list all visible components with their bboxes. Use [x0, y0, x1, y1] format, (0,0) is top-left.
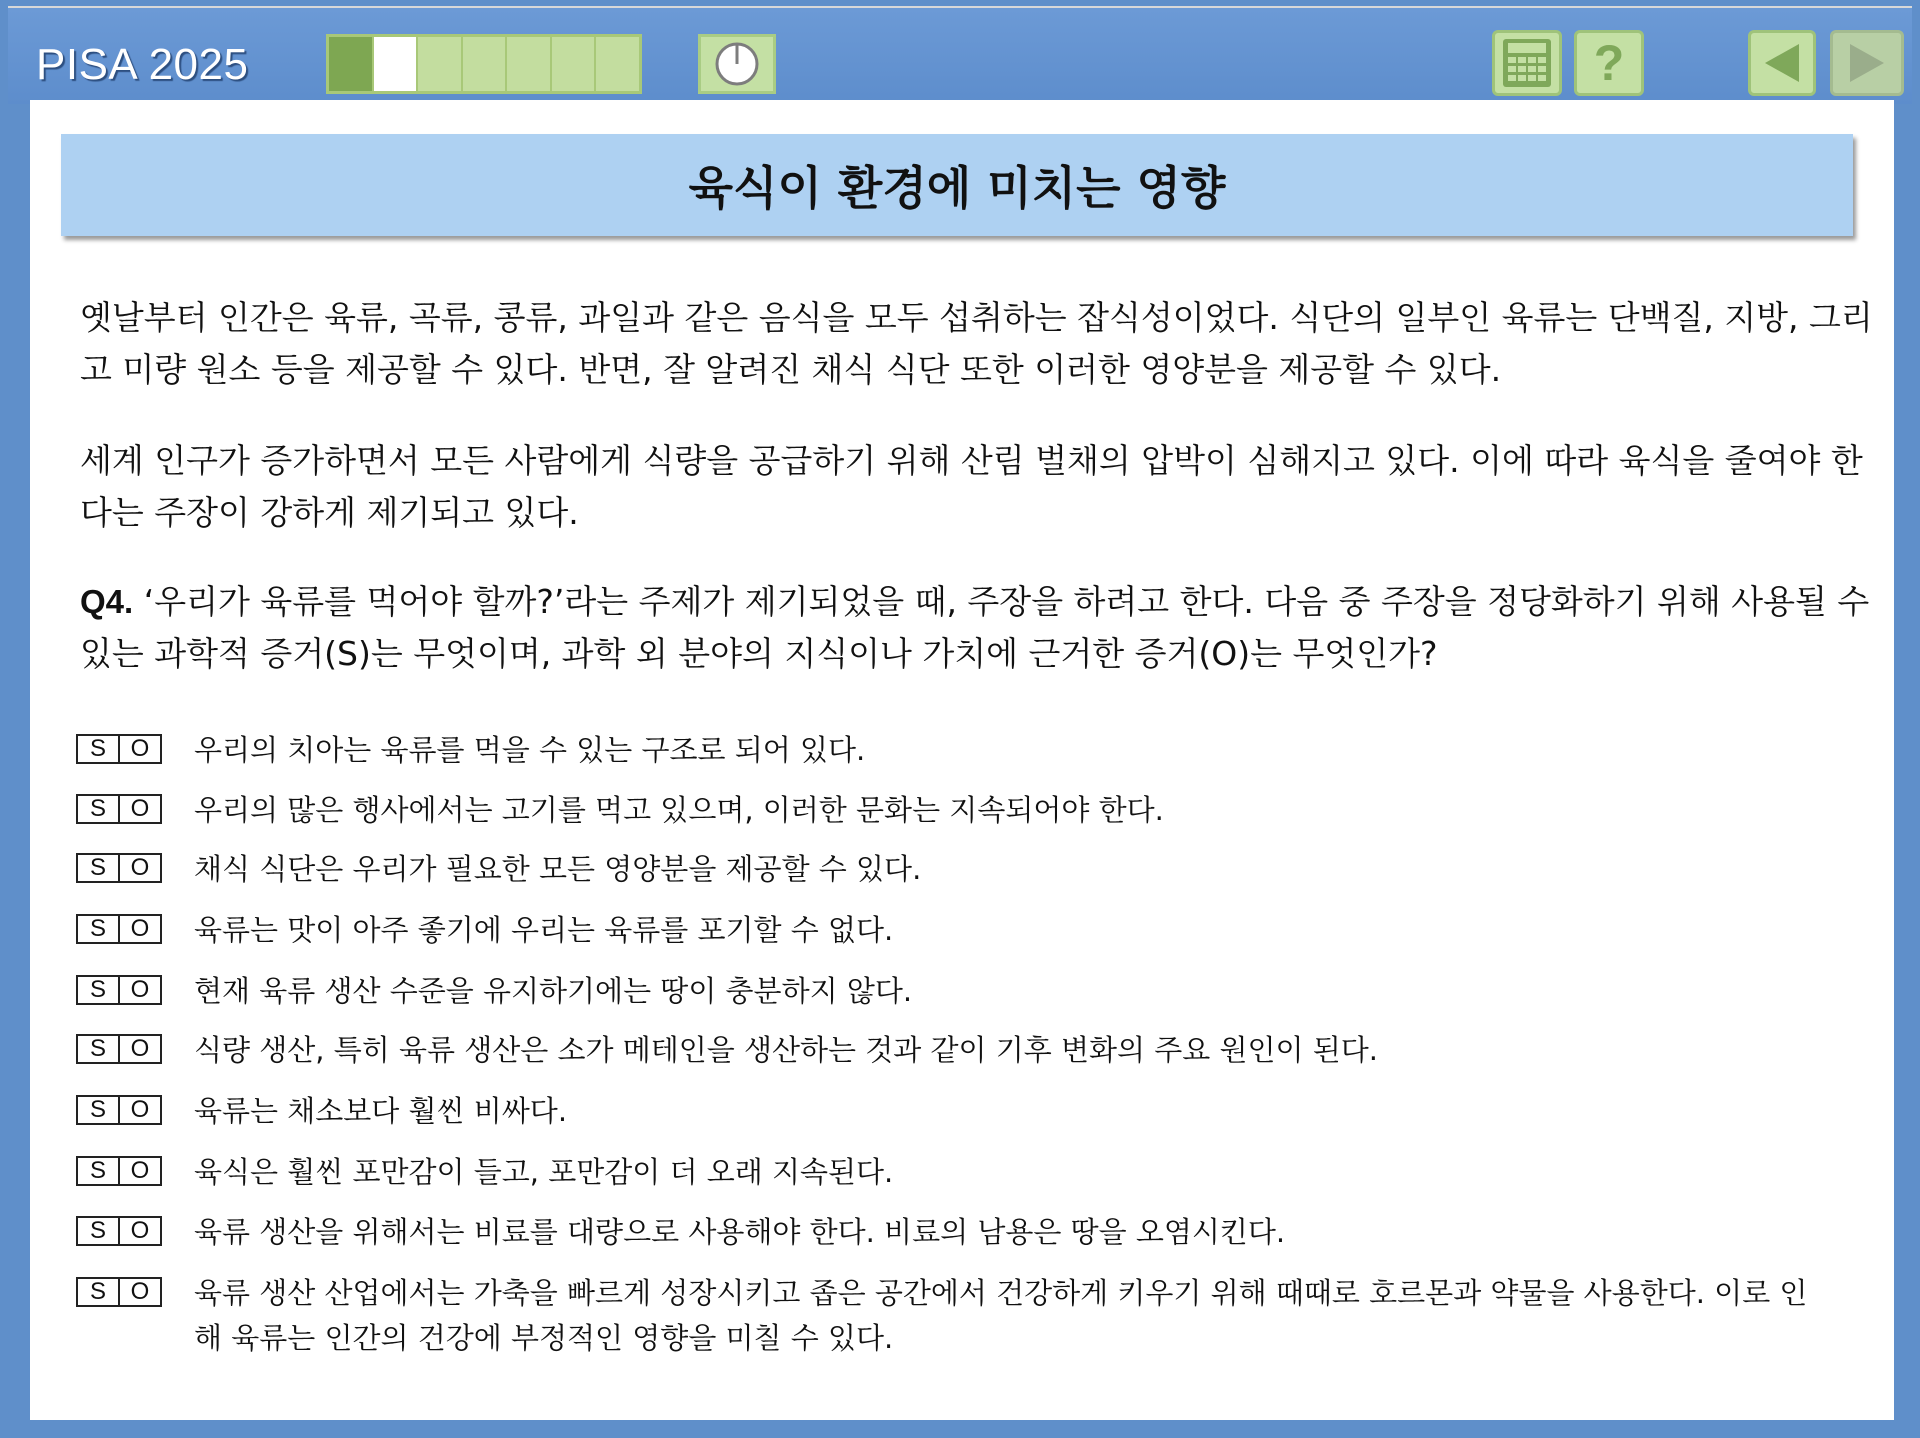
page-title: 육식이 환경에 미치는 영향	[688, 161, 1226, 215]
statement-text: 육류는 채소보다 훨씬 비싸다.	[194, 1094, 568, 1128]
progress-segment	[507, 37, 552, 91]
question-prompt	[80, 576, 1880, 680]
s-option[interactable]: S	[78, 1158, 120, 1184]
progress-segment	[596, 37, 639, 91]
app-title: PISA 2025	[36, 40, 249, 89]
s-option[interactable]: S	[78, 736, 120, 762]
so-selector	[76, 1095, 162, 1125]
o-option[interactable]: O	[130, 1096, 150, 1123]
question-label: Q4.	[80, 583, 134, 620]
so-selector	[76, 853, 162, 883]
progress-segment	[418, 37, 463, 91]
so-selector	[76, 1034, 162, 1064]
o-option[interactable]: O	[130, 1157, 150, 1184]
o-option[interactable]: O	[130, 1035, 150, 1062]
list-item	[76, 969, 1834, 1014]
o-option[interactable]: O	[130, 1278, 150, 1305]
list-item	[76, 1028, 1834, 1073]
back-arrow-icon	[1759, 40, 1805, 86]
list-item	[76, 1271, 1834, 1361]
progress-segment-current	[374, 37, 419, 91]
list-item	[76, 1089, 1834, 1134]
so-selector	[76, 1216, 162, 1246]
so-selector	[76, 1156, 162, 1186]
so-selector	[76, 794, 162, 824]
statement-text: 현재 육류 생산 수준을 유지하기에는 땅이 충분하지 않다.	[194, 974, 913, 1008]
s-option[interactable]: S	[78, 977, 120, 1003]
list-item	[76, 847, 1834, 892]
statement-text: 우리의 많은 행사에서는 고기를 먹고 있으며, 이러한 문화는 지속되어야 한다.	[194, 793, 1164, 827]
next-button[interactable]	[1830, 30, 1904, 96]
s-option[interactable]: S	[78, 796, 120, 822]
list-item	[76, 788, 1834, 833]
timer-button[interactable]	[698, 34, 776, 94]
statement-text: 육류는 맛이 아주 좋기에 우리는 육류를 포기할 수 없다.	[194, 913, 894, 947]
progress-segment	[552, 37, 597, 91]
help-button[interactable]	[1574, 30, 1644, 96]
next-arrow-icon	[1844, 40, 1890, 86]
o-option[interactable]: O	[130, 735, 150, 762]
statement-text: 채식 식단은 우리가 필요한 모든 영양분을 제공할 수 있다.	[194, 852, 922, 886]
s-option[interactable]: S	[78, 1279, 120, 1305]
progress-segment	[329, 37, 374, 91]
statement-text: 식량 생산, 특히 육류 생산은 소가 메테인을 생산하는 것과 같이 기후 변화의 주요 원인이 된다.	[194, 1033, 1379, 1067]
list-item	[76, 908, 1834, 953]
o-option[interactable]: O	[130, 795, 150, 822]
statement-text: 육식은 훨씬 포만감이 들고, 포만감이 더 오래 지속된다.	[194, 1155, 894, 1189]
calculator-button[interactable]	[1492, 30, 1562, 96]
s-option[interactable]: S	[78, 855, 120, 881]
help-icon: ?	[1593, 35, 1625, 91]
statement-text: 육류 생산을 위해서는 비료를 대량으로 사용해야 한다. 비료의 남용은 땅을 오염시킨다.	[194, 1215, 1286, 1249]
list-item	[76, 1150, 1834, 1195]
list-item	[76, 1210, 1834, 1255]
so-selector	[76, 734, 162, 764]
question-panel	[30, 100, 1894, 1420]
statement-text: 우리의 치아는 육류를 먹을 수 있는 구조로 되어 있다.	[194, 733, 866, 767]
statement-text: 육류 생산 산업에서는 가축을 빠르게 성장시키고 좁은 공간에서 건강하게 키우기 위해 때때로 호르몬과 약물을 사용한다. 이로 인해 육류는 인간의 건강에 부정적인 영향을 미칠 수 있다.	[194, 1276, 1808, 1355]
stimulus-paragraph-1: 옛날부터 인간은 육류, 곡류, 콩류, 과일과 같은 음식을 모두 섭취하는 잡식성이었다. 식단의 일부인 육류는 단백질, 지방, 그리고 미량 원소 등을 제공할 수 있다. 반면, 잘 알려진 채식 식단 또한 이러한 영양분을 제공할 수 있다.	[80, 298, 1873, 389]
o-option[interactable]: O	[130, 854, 150, 881]
stimulus-paragraph-2: 세계 인구가 증가하면서 모든 사람에게 식량을 공급하기 위해 산림 벌채의 압박이 심해지고 있다. 이에 따라 육식을 줄여야 한다는 주장이 강하게 제기되고 있다.	[80, 441, 1863, 532]
top-toolbar	[8, 6, 1912, 104]
progress-segment	[463, 37, 508, 91]
s-option[interactable]: S	[78, 1036, 120, 1062]
o-option[interactable]: O	[130, 1217, 150, 1244]
o-option[interactable]: O	[130, 915, 150, 942]
so-selector	[76, 1277, 162, 1307]
calculator-icon	[1501, 37, 1553, 89]
so-selector	[76, 914, 162, 944]
progress-indicator	[326, 34, 642, 94]
s-option[interactable]: S	[78, 916, 120, 942]
o-option[interactable]: O	[130, 976, 150, 1003]
back-button[interactable]	[1748, 30, 1816, 96]
so-selector	[76, 975, 162, 1005]
s-option[interactable]: S	[78, 1097, 120, 1123]
s-option[interactable]: S	[78, 1218, 120, 1244]
timer-icon	[713, 40, 761, 88]
question-text: ‘우리가 육류를 먹어야 할까?’라는 주제가 제기되었을 때, 주장을 하려고 한다. 다음 중 주장을 정당화하기 위해 사용될 수 있는 과학적 증거(S)는 무엇이며, 과학 외 분야의 지식이나 가치에 근거한 증거(O)는 무엇인가?	[80, 582, 1870, 673]
title-banner	[61, 134, 1853, 236]
list-item	[76, 728, 1834, 773]
